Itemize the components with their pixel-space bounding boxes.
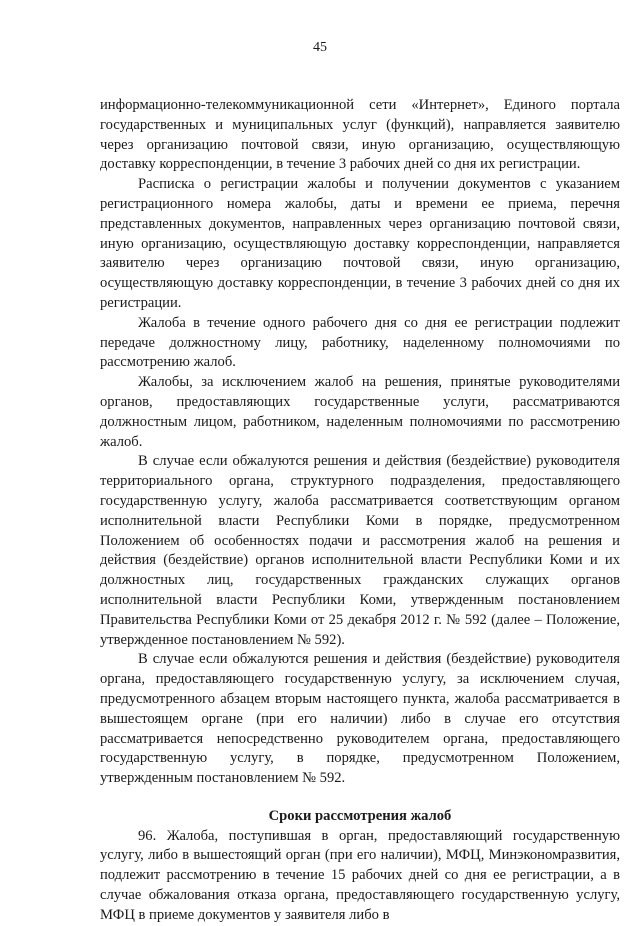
section-title: Сроки рассмотрения жалоб <box>268 807 452 824</box>
document-body <box>100 96 620 926</box>
paragraph-territorial: В случае если обжалуются решения и действия (бездействие) руководителя территориального органа, структурного подразделения, предоставляющего государственную услугу, жалоба рассматривается соответствующим органом исполнительной власти Республики Коми в порядке, предусмотренном Положением об особенностях подачи и рассмотрения жалоб на решения и действия (бездействие) органов исполнительной власти Республики Коми и их должностных лиц, государственных гражданских служащих органов исполнительной власти Республики Коми, утвержденным постановлением Правительства Республики Коми от 25 декабря 2012 г. № 592 (далее – Положение, утвержденное постановлением № 592). <box>100 453 620 648</box>
paragraph-transfer: Жалоба в течение одного рабочего дня со дня ее регистрации подлежит передаче должностному лицу, работнику, наделенному полномочиями по рассмотрению жалоб. <box>100 314 620 371</box>
page-number: 45 <box>313 40 327 55</box>
paragraph-receipt: Расписка о регистрации жалобы и получении документов с указанием регистрационного номера жалобы, даты и времени ее приема, перечня представленных документов, направленных через организацию почтовой связи, иную организацию, осуществляющую доставку корреспонденции, направляется заявителю через организацию почтовой связи, иную организацию, осуществляющую доставку корреспонденции, в течение 3 рабочих дней со дня их регистрации. <box>100 176 620 311</box>
paragraph-review: Жалобы, за исключением жалоб на решения, принятые руководителями органов, предоставляющих государственные услуги, рассматриваются должностным лицом, работником, наделенным полномочиями по рассмотрению жалоб. <box>100 374 620 450</box>
paragraph-96: 96. Жалоба, поступившая в орган, предоставляющий государственную услугу, либо в вышестоящий орган (при его наличии), МФЦ, Минэкономразвития, подлежит рассмотрению в течение 15 рабочих дней со дня ее регистрации, а в случае обжалования отказа органа, предоставляющего государственную услугу, МФЦ в приеме документов у заявителя либо в <box>100 827 620 923</box>
paragraph-continuation: информационно-телекоммуникационной сети «Интернет», Единого портала государственных и муниципальных услуг (функций), направляется заявителю через организацию почтовой связи, иную организацию, осуществляющую доставку корреспонденции, в течение 3 рабочих дней со дня их регистрации. <box>100 97 620 173</box>
paragraph-head-of-organ: В случае если обжалуются решения и действия (бездействие) руководителя органа, предоставляющего государственную услугу, за исключением случая, предусмотренного абзацем вторым настоящего пункта, жалоба рассматривается в вышестоящем органе (при его наличии) либо в случае его отсутствия рассматривается непосредственно руководителем органа, предоставляющего государственную услугу, в порядке, предусмотренном Положением, утвержденным постановлением № 592. <box>100 651 620 787</box>
